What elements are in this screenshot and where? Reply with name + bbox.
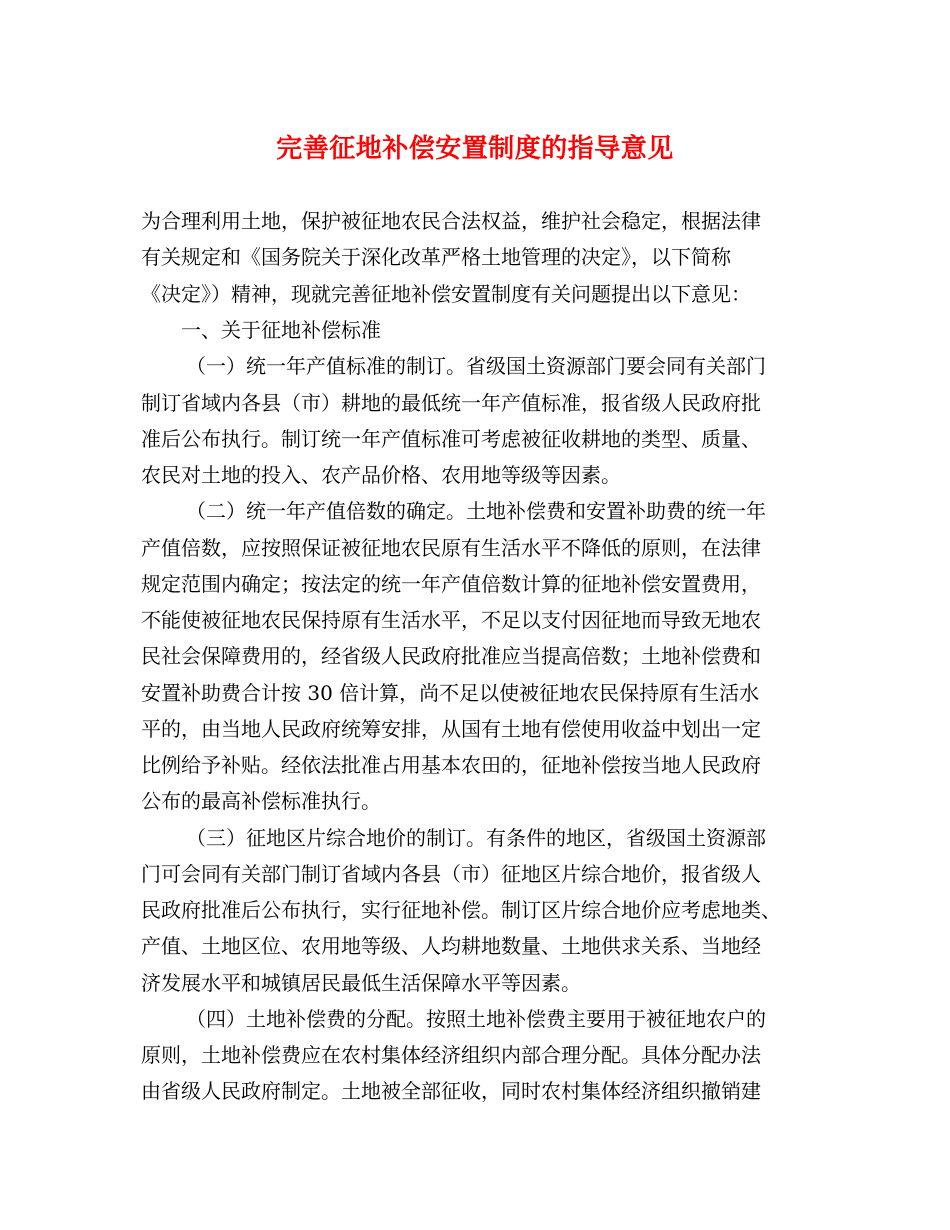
paragraph-4-line-3: 由省级人民政府制定。土地被全部征收，同时农村集体经济组织撤销建	[141, 1079, 761, 1103]
paragraph-2-line-1: （二）统一年产值倍数的确定。土地补偿费和安置补助费的统一年	[186, 499, 766, 523]
paragraph-4-line-1: （四）土地补偿费的分配。按照土地补偿费主要用于被征地农户的	[186, 1007, 766, 1031]
paragraph-2-line-4: 不能使被征地农民保持原有生活水平，不足以支付因征地而导致无地农	[141, 608, 761, 632]
paragraph-1-line-2: 制订省域内各县（市）耕地的最低统一年产值标准，报省级人民政府批	[141, 391, 761, 415]
paragraph-3-line-4: 产值、土地区位、农用地等级、人均耕地数量、土地供求关系、当地经	[141, 934, 761, 958]
paragraph-2-line-3: 规定范围内确定；按法定的统一年产值倍数计算的征地补偿安置费用，	[141, 572, 761, 596]
paragraph-2-line-8: 比例给予补贴。经依法批准占用基本农田的，征地补偿按当地人民政府	[141, 753, 761, 777]
section-heading-compensation-standard: 一、关于征地补偿标准	[181, 318, 381, 342]
document-title: 完善征地补偿安置制度的指导意见	[276, 134, 674, 164]
paragraph-intro-line-3: 《决定》）精神，现就完善征地补偿安置制度有关问题提出以下意见：	[141, 282, 751, 306]
paragraph-4-line-2: 原则，土地补偿费应在农村集体经济组织内部合理分配。具体分配办法	[141, 1043, 761, 1067]
paragraph-1-line-1: （一）统一年产值标准的制订。省级国土资源部门要会同有关部门	[186, 354, 766, 378]
paragraph-3-line-5: 济发展水平和城镇居民最低生活保障水平等因素。	[141, 971, 581, 995]
paragraph-2-line-7: 平的，由当地人民政府统筹安排，从国有土地有偿使用收益中划出一定	[141, 717, 761, 741]
paragraph-3-line-2: 门可会同有关部门制订省域内各县（市）征地区片综合地价，报省级人	[141, 862, 761, 886]
paragraph-intro-line-2: 有关规定和《国务院关于深化改革严格土地管理的决定》，以下简称	[141, 245, 731, 269]
paragraph-2-line-6: 安置补助费合计按 30 倍计算，尚不足以使被征地农民保持原有生活水	[141, 681, 760, 705]
paragraph-1-line-3: 准后公布执行。制订统一年产值标准可考虑被征收耕地的类型、质量、	[141, 427, 761, 451]
paragraph-2-line-9: 公布的最高补偿标准执行。	[141, 789, 381, 813]
paragraph-3-line-1: （三）征地区片综合地价的制订。有条件的地区，省级国土资源部	[186, 826, 766, 850]
paragraph-1-line-4: 农民对土地的投入、农产品价格、农用地等级等因素。	[141, 463, 621, 487]
paragraph-3-line-3: 民政府批准后公布执行，实行征地补偿。制订区片综合地价应考虑地类、	[141, 898, 781, 922]
paragraph-2-line-2: 产值倍数，应按照保证被征地农民原有生活水平不降低的原则，在法律	[141, 536, 761, 560]
paragraph-2-line-5: 民社会保障费用的，经省级人民政府批准应当提高倍数；土地补偿费和	[141, 644, 761, 668]
paragraph-intro-line-1: 为合理利用土地，保护被征地农民合法权益，维护社会稳定，根据法律	[141, 209, 761, 233]
